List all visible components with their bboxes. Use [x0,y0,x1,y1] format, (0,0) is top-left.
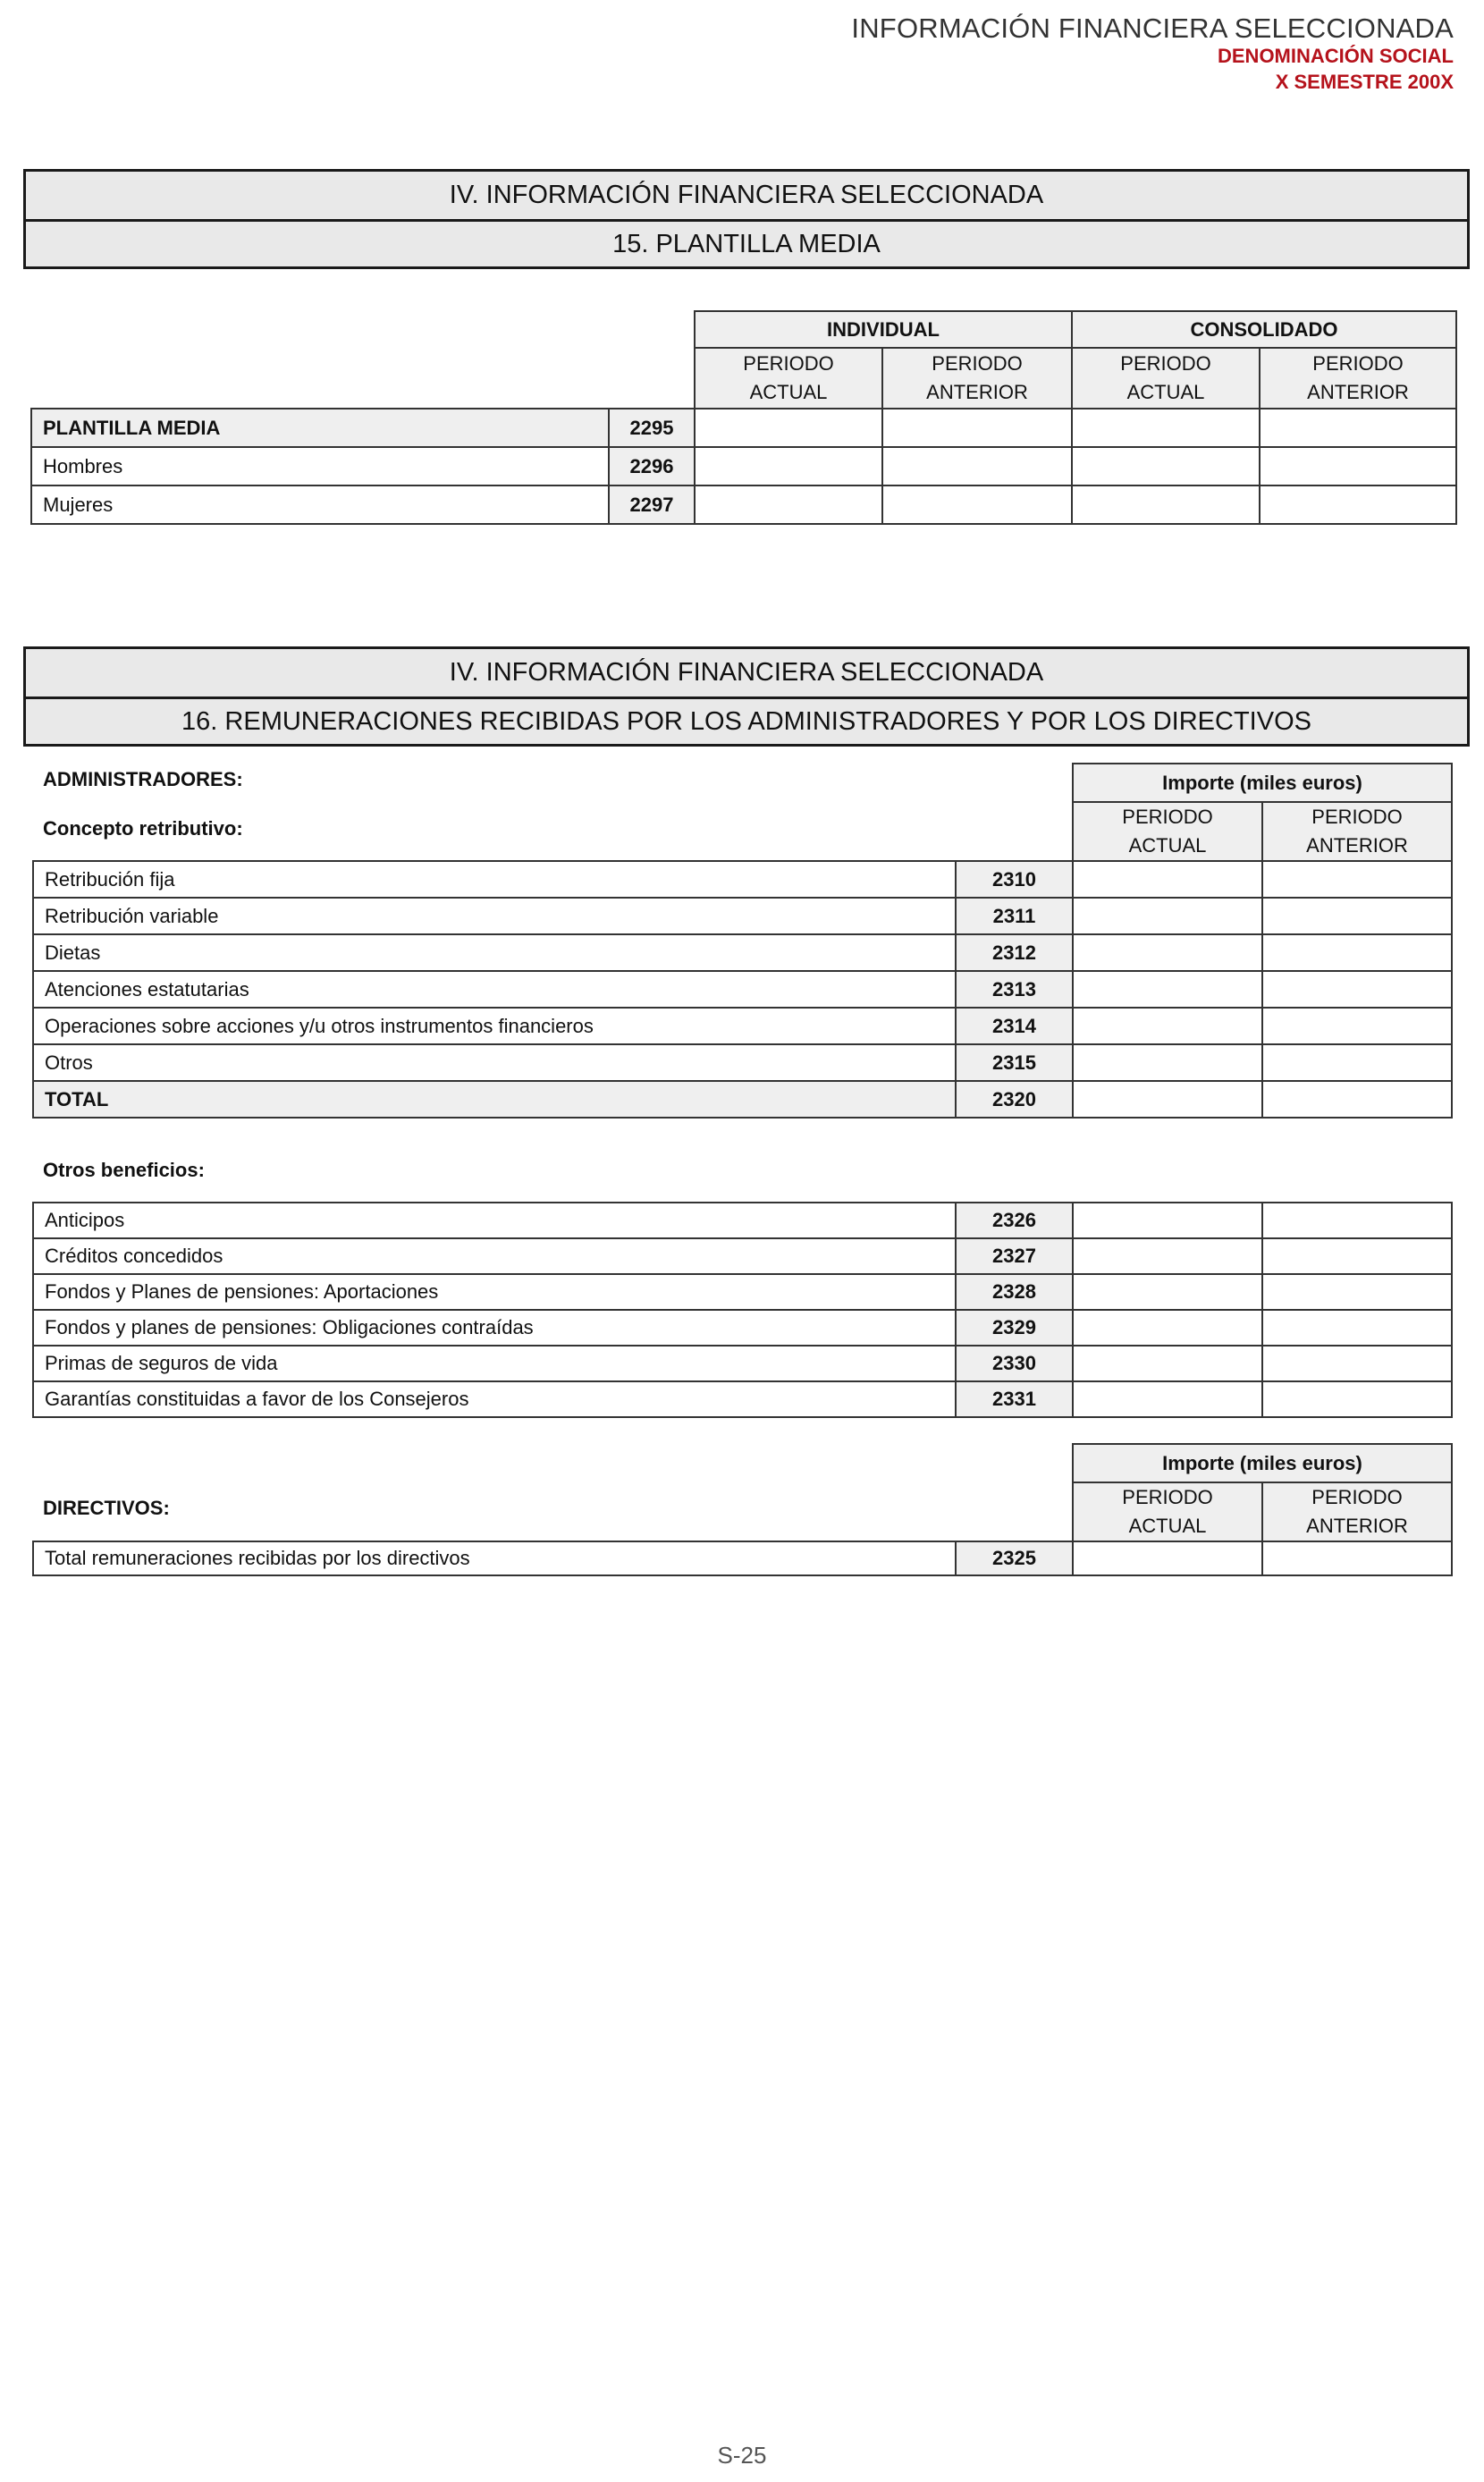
section15-subtitle: 15. PLANTILLA MEDIA [26,219,1467,266]
value-cell[interactable] [1259,408,1457,448]
value-cell[interactable] [1261,1273,1453,1311]
row-label: Créditos concedidos [32,1237,957,1275]
value-cell[interactable] [1261,1345,1453,1382]
col-header-line: ACTUAL [749,381,828,403]
directivos-label: DIRECTIVOS: [43,1497,170,1519]
col-header-line: PERIODO [743,352,834,375]
section16-title: IV. INFORMACIÓN FINANCIERA SELECCIONADA [449,658,1044,687]
value-cell[interactable] [1072,860,1263,899]
group-individual-header: INDIVIDUAL [694,310,1073,349]
value-cell[interactable] [1072,897,1263,935]
value-cell[interactable] [1261,860,1453,899]
row-code: 2328 [955,1273,1074,1311]
row-label: Garantías constituidas a favor de los Consejeros [32,1380,957,1418]
row-code: 2314 [955,1007,1074,1045]
value-cell[interactable] [1261,1080,1453,1119]
row-label: Otros [32,1043,957,1082]
col-header-line: PERIODO [1311,806,1403,828]
row-code: 2315 [955,1043,1074,1082]
value-cell[interactable] [881,408,1073,448]
col-header-line: ANTERIOR [1307,381,1409,403]
value-cell[interactable] [1072,1273,1263,1311]
col-header-individual-anterior [881,347,1073,409]
value-cell[interactable] [1261,1541,1453,1576]
col-header-consolidado-anterior [1259,347,1457,409]
col-header-line: PERIODO [1120,352,1211,375]
row-label: PLANTILLA MEDIA [30,408,610,448]
value-cell[interactable] [1072,970,1263,1009]
col-header-anterior [1261,1482,1453,1542]
col-header-line: PERIODO [1311,1486,1403,1508]
value-cell[interactable] [881,485,1073,525]
page-number: S-25 [717,2442,767,2469]
row-code: 2295 [608,408,696,448]
value-cell[interactable] [1072,1541,1263,1576]
row-code: 2327 [955,1237,1074,1275]
value-cell[interactable] [1261,970,1453,1009]
col-header-actual [1072,801,1263,862]
value-cell[interactable] [1072,1043,1263,1082]
col-header-actual [1072,1482,1263,1542]
section15-title-box [23,169,1470,269]
value-cell[interactable] [1261,1007,1453,1045]
section15-title: IV. INFORMACIÓN FINANCIERA SELECCIONADA [449,181,1044,209]
col-header-line: ACTUAL [1128,834,1207,857]
value-cell[interactable] [1261,1237,1453,1275]
col-header-line: ANTERIOR [1306,834,1408,857]
value-cell[interactable] [1072,1007,1263,1045]
row-code: 2311 [955,897,1074,935]
value-cell[interactable] [1261,1309,1453,1347]
row-label: Atenciones estatutarias [32,970,957,1009]
value-cell[interactable] [1072,1309,1263,1347]
section16-subtitle: 16. REMUNERACIONES RECIBIDAS POR LOS ADMINISTRADORES Y POR LOS DIRECTIVOS [26,696,1467,744]
value-cell[interactable] [1072,1202,1263,1239]
row-code: 2325 [955,1541,1074,1576]
col-header-line: PERIODO [1122,1486,1213,1508]
row-label: Primas de seguros de vida [32,1345,957,1382]
value-cell[interactable] [694,446,883,486]
row-code: 2329 [955,1309,1074,1347]
col-header-line: PERIODO [932,352,1023,375]
value-cell[interactable] [881,446,1073,486]
row-code: 2320 [955,1080,1074,1119]
row-label: Fondos y planes de pensiones: Obligaciones contraídas [32,1309,957,1347]
row-code: 2312 [955,933,1074,972]
value-cell[interactable] [1259,485,1457,525]
col-header-line: ACTUAL [1128,1515,1207,1537]
value-cell[interactable] [1261,1202,1453,1239]
row-label: Total remuneraciones recibidas por los directivos [32,1541,957,1576]
col-header-line: PERIODO [1122,806,1213,828]
value-cell[interactable] [1261,933,1453,972]
col-header-line: PERIODO [1312,352,1404,375]
row-label: Hombres [30,446,610,486]
row-label: Mujeres [30,485,610,525]
row-label: Fondos y Planes de pensiones: Aportaciones [32,1273,957,1311]
row-code: 2297 [608,485,696,525]
value-cell[interactable] [1071,408,1261,448]
page-header-title: INFORMACIÓN FINANCIERA SELECCIONADA [851,13,1454,44]
period-label: X SEMESTRE 200X [1275,71,1454,93]
value-cell[interactable] [694,408,883,448]
row-code: 2310 [955,860,1074,899]
value-cell[interactable] [1261,897,1453,935]
administradores-label: ADMINISTRADORES: [43,768,243,790]
value-cell[interactable] [694,485,883,525]
row-label: Operaciones sobre acciones y/u otros instrumentos financieros [32,1007,957,1045]
company-name: DENOMINACIÓN SOCIAL [1218,45,1454,67]
col-header-anterior [1261,801,1453,862]
otros-beneficios-label: Otros beneficios: [43,1159,205,1181]
value-cell[interactable] [1259,446,1457,486]
row-code: 2331 [955,1380,1074,1418]
row-label: Dietas [32,933,957,972]
group-consolidado-header: CONSOLIDADO [1071,310,1457,349]
row-label: Retribución variable [32,897,957,935]
col-header-individual-actual [694,347,883,409]
section16-title-box [23,646,1470,747]
total-row-label: TOTAL [32,1080,957,1119]
value-cell[interactable] [1072,1080,1263,1119]
value-cell[interactable] [1072,1380,1263,1418]
row-label: Anticipos [32,1202,957,1239]
concepto-label: Concepto retributivo: [43,817,243,840]
row-code: 2313 [955,970,1074,1009]
col-header-line: ANTERIOR [1306,1515,1408,1537]
value-cell[interactable] [1071,446,1261,486]
value-cell[interactable] [1261,1043,1453,1082]
col-header-line: ANTERIOR [926,381,1028,403]
col-header-consolidado-actual [1071,347,1261,409]
row-code: 2296 [608,446,696,486]
col-header-line: ACTUAL [1126,381,1205,403]
importe-header-directivos: Importe (miles euros) [1072,1443,1453,1483]
value-cell[interactable] [1261,1380,1453,1418]
value-cell[interactable] [1072,1345,1263,1382]
row-code: 2330 [955,1345,1074,1382]
value-cell[interactable] [1072,1237,1263,1275]
value-cell[interactable] [1072,933,1263,972]
row-label: Retribución fija [32,860,957,899]
value-cell[interactable] [1071,485,1261,525]
importe-header: Importe (miles euros) [1072,763,1453,803]
row-code: 2326 [955,1202,1074,1239]
